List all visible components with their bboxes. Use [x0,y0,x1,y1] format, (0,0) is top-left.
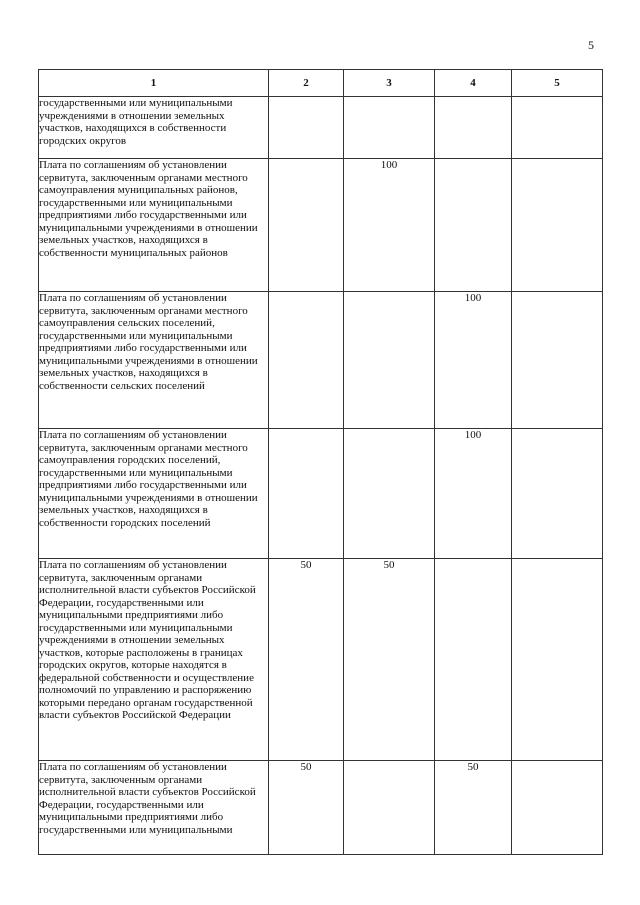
row-description: Плата по соглашениям об установлении сервитута, заключенным органами местного самоуправления городских поселений, государственными или муниципальными предприятиями либо государственными или муниципальными учреждениями в отношении земельных участков, находящихся в собственности городских поселений [39,429,269,559]
table-row [39,159,603,292]
row-description: Плата по соглашениям об установлении сервитута, заключенным органами местного самоуправления муниципальных районов, государственными или муниципальными предприятиями либо государственными или муниципальными учреждениями в отношении земельных участков, находящихся в собственности муниципальных районов [39,159,269,292]
table-row [39,559,603,761]
row-value-col4 [435,559,512,761]
row-value-col4: 100 [435,429,512,559]
row-value-col3 [344,97,435,159]
table-header-row [39,70,603,97]
row-value-col2: 50 [269,559,344,761]
column-header-3: 3 [344,70,435,97]
row-value-col5 [512,292,603,429]
row-description: государственными или муниципальными учреждениями в отношении земельных участков, находящихся в собственности городских округов [39,97,269,159]
row-value-col4 [435,97,512,159]
row-value-col5 [512,761,603,855]
row-value-col3: 50 [344,559,435,761]
row-description: Плата по соглашениям об установлении сервитута, заключенным органами местного самоуправления сельских поселений, государственными или муниципальными предприятиями либо государственными или муниципальными учреждениями в отношении земельных участков, находящихся в собственности сельских поселений [39,292,269,429]
table-row [39,292,603,429]
row-value-col3 [344,292,435,429]
row-value-col5 [512,559,603,761]
table-row [39,761,603,855]
column-header-1: 1 [39,70,269,97]
budget-distribution-table [38,69,603,855]
column-header-2: 2 [269,70,344,97]
row-value-col2 [269,97,344,159]
row-value-col3 [344,761,435,855]
row-value-col2 [269,429,344,559]
column-header-4: 4 [435,70,512,97]
row-value-col5 [512,159,603,292]
row-value-col4: 100 [435,292,512,429]
row-value-col4: 50 [435,761,512,855]
column-header-5: 5 [512,70,603,97]
row-description: Плата по соглашениям об установлении сервитута, заключенным органами исполнительной власти субъектов Российской Федерации, государственными или муниципальными предприятиями либо государственными или муниципальными [39,761,269,855]
row-value-col5 [512,429,603,559]
row-value-col2 [269,159,344,292]
row-value-col2 [269,292,344,429]
table-row [39,429,603,559]
page-number: 5 [588,38,594,52]
row-description: Плата по соглашениям об установлении сервитута, заключенным органами исполнительной власти субъектов Российской Федерации, государственными или муниципальными предприятиями либо государственными или муниципальными учреждениями в отношении земельных участков, которые расположены в границах городских округов, которые находятся в федеральной собственности и осуществление полномочий по управлению и распоряжению которыми передано органам государственной власти субъектов Российской Федерации [39,559,269,761]
row-value-col5 [512,97,603,159]
table-row [39,97,603,159]
row-value-col3 [344,429,435,559]
row-value-col4 [435,159,512,292]
row-value-col2: 50 [269,761,344,855]
row-value-col3: 100 [344,159,435,292]
